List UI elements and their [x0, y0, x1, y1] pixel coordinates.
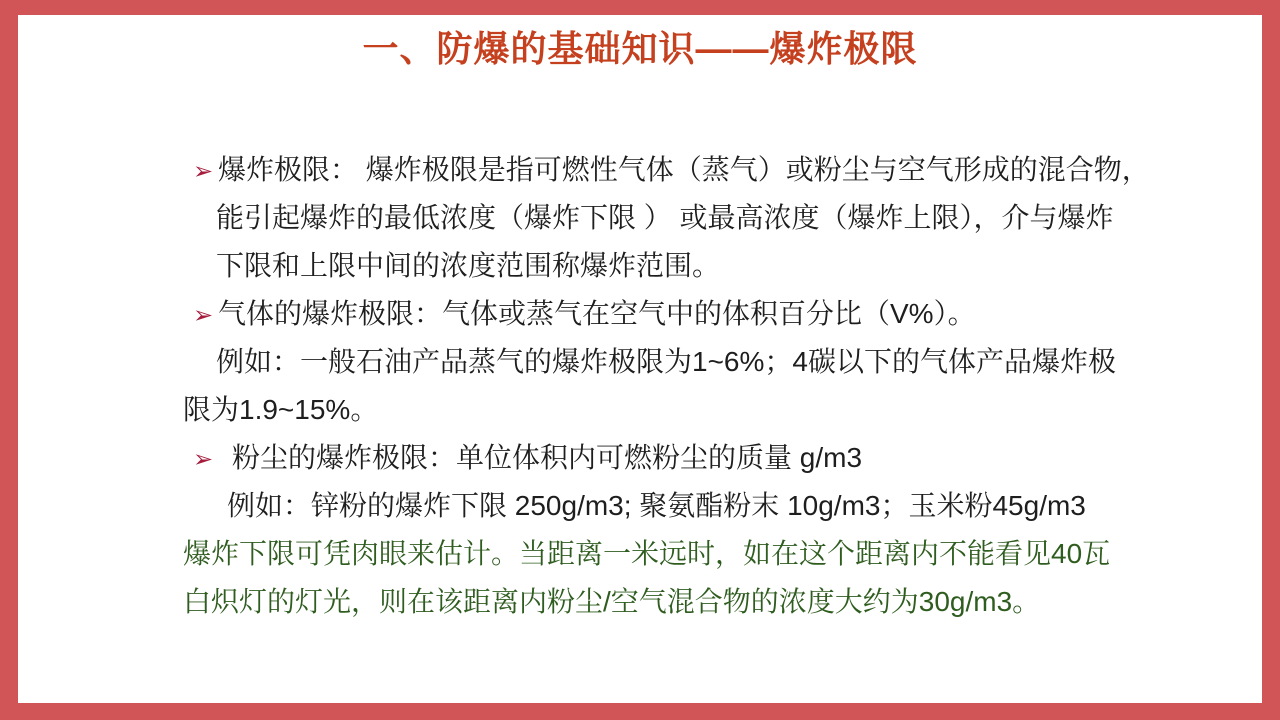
- slide-content-area: [18, 15, 1262, 703]
- line-text: 白炽灯的灯光，则在该距离内粉尘/空气混合物的浓度大约为30g/m3。: [183, 586, 1041, 617]
- bullet-line: [183, 434, 1113, 482]
- text-line-green: [183, 530, 1113, 578]
- text-line: [183, 338, 1116, 386]
- line-text: 下限和上限中间的浓度范围称爆炸范围。: [216, 250, 721, 281]
- line-text: 粉尘的爆炸极限：单位体积内可燃粉尘的质量 g/m3: [232, 442, 863, 473]
- arrow-bullet-icon: ➢: [193, 158, 214, 185]
- text-line: [183, 242, 1113, 290]
- line-text: 爆炸下限可凭肉眼来估计。当距离一米远时，如在这个距离内不能看见40瓦: [183, 538, 1111, 569]
- slide-title: 一、防爆的基础知识——爆炸极限: [362, 28, 918, 69]
- text-line: [183, 386, 1113, 434]
- line-text: 能引起爆炸的最低浓度（爆炸下限 ） 或最高浓度（爆炸上限），介与爆炸: [216, 202, 1114, 233]
- slide-body: [183, 146, 1150, 626]
- text-line-green: [183, 578, 1113, 626]
- arrow-bullet-icon: ➢: [193, 302, 214, 329]
- line-text: 例如：一般石油产品蒸气的爆炸极限为1~6%；4碳以下的气体产品爆炸极: [216, 346, 1116, 377]
- bullet-line: [183, 290, 1113, 338]
- text-line: [183, 194, 1113, 242]
- line-text: 爆炸极限： 爆炸极限是指可燃性气体（蒸气）或粉尘与空气形成的混合物，: [218, 154, 1150, 185]
- line-text: 气体的爆炸极限：气体或蒸气在空气中的体积百分比（V%）。: [218, 298, 976, 329]
- line-text: 限为1.9~15%。: [183, 394, 379, 425]
- text-line: [183, 482, 1113, 530]
- arrow-bullet-icon: ➢: [193, 446, 214, 473]
- line-text: 例如：锌粉的爆炸下限 250g/m3; 聚氨酯粉末 10g/m3；玉米粉45g/m3: [227, 490, 1086, 521]
- bullet-line: [183, 146, 1150, 194]
